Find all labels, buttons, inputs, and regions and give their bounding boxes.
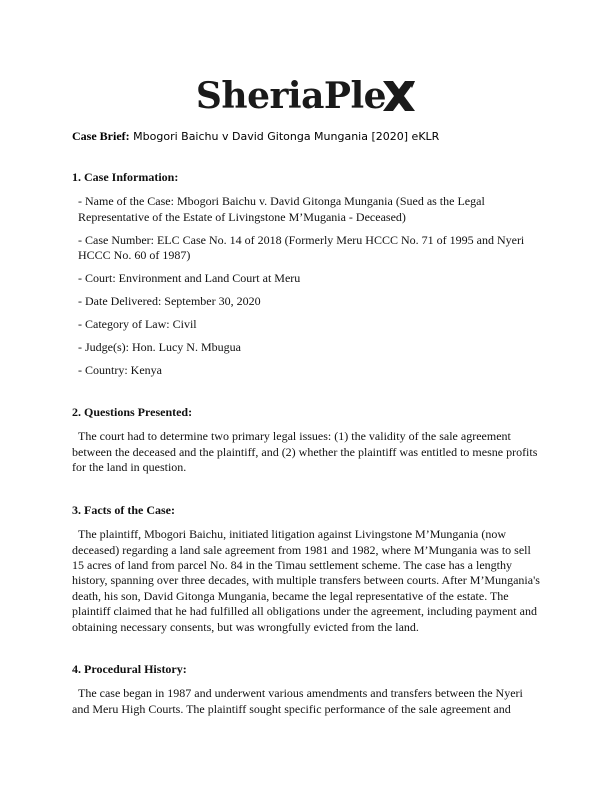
case-brief-label: Case Brief: — [72, 129, 130, 143]
section-heading: 3. Facts of the Case: — [72, 502, 175, 517]
document-body — [72, 170, 542, 744]
section-paragraph: The plaintiff, Mbogori Baichu, initiated litigation against Livingstone M’Mungania (now deceased) regarding a land sale agreement from 1981 and 1982, where M’Mungania was to sell 15 acres of land from parcel No. 84 in the Timau settlement scheme. The case has a lengthy history, spanning over three decades, with multiple transfers between courts. After M’Mungania's death, his son, David Gitonga Mungania, became the legal representative of the estate. The plaintiff claimed that he had fulfilled all obligations under the agreement, including payment and obtaining necessary consents, but was wrongfully evicted from the land. — [72, 527, 540, 634]
info-item: - Judge(s): Hon. Lucy N. Mbugua — [78, 339, 241, 354]
case-brief-citation: Mbogori Baichu v David Gitonga Mungania [2020] eKLR — [133, 130, 440, 143]
info-item: - Country: Kenya — [78, 362, 162, 377]
case-brief-title — [72, 129, 439, 144]
info-item: - Date Delivered: September 30, 2020 — [78, 293, 261, 308]
info-item: - Category of Law: Civil — [78, 316, 197, 331]
section-heading: 2. Questions Presented: — [72, 405, 193, 420]
section-questions-presented — [72, 405, 542, 476]
info-item: - Court: Environment and Land Court at Meru — [78, 271, 301, 286]
sheriaplex-logo — [0, 72, 612, 120]
section-heading: 1. Case Information: — [72, 170, 179, 184]
info-item: - Name of the Case: Mbogori Baichu v. David Gitonga Mungania (Sued as the Legal Representative of the Estate of Livingstone M’Mugania - Deceased) — [78, 194, 485, 224]
logo-text: SheriaPle — [195, 75, 387, 117]
section-heading: 4. Procedural History: — [72, 661, 187, 676]
section-procedural-history — [72, 662, 542, 717]
logo-x-icon — [382, 80, 416, 112]
section-case-information — [72, 170, 542, 378]
info-item: - Case Number: ELC Case No. 14 of 2018 (Formerly Meru HCCC No. 71 of 1995 and Nyeri HCCC No. 60 of 1987) — [78, 232, 525, 263]
section-paragraph: The court had to determine two primary legal issues: (1) the validity of the sale agreement between the deceased and the plaintiff, and (2) whether the plaintiff was entitled to mesne profits for the land in question. — [72, 429, 538, 475]
section-paragraph: The case began in 1987 and underwent various amendments and transfers between the Nyeri and Meru High Courts. The plaintiff sought specific performance of the sale agreement and — [72, 686, 523, 716]
section-facts — [72, 503, 542, 635]
